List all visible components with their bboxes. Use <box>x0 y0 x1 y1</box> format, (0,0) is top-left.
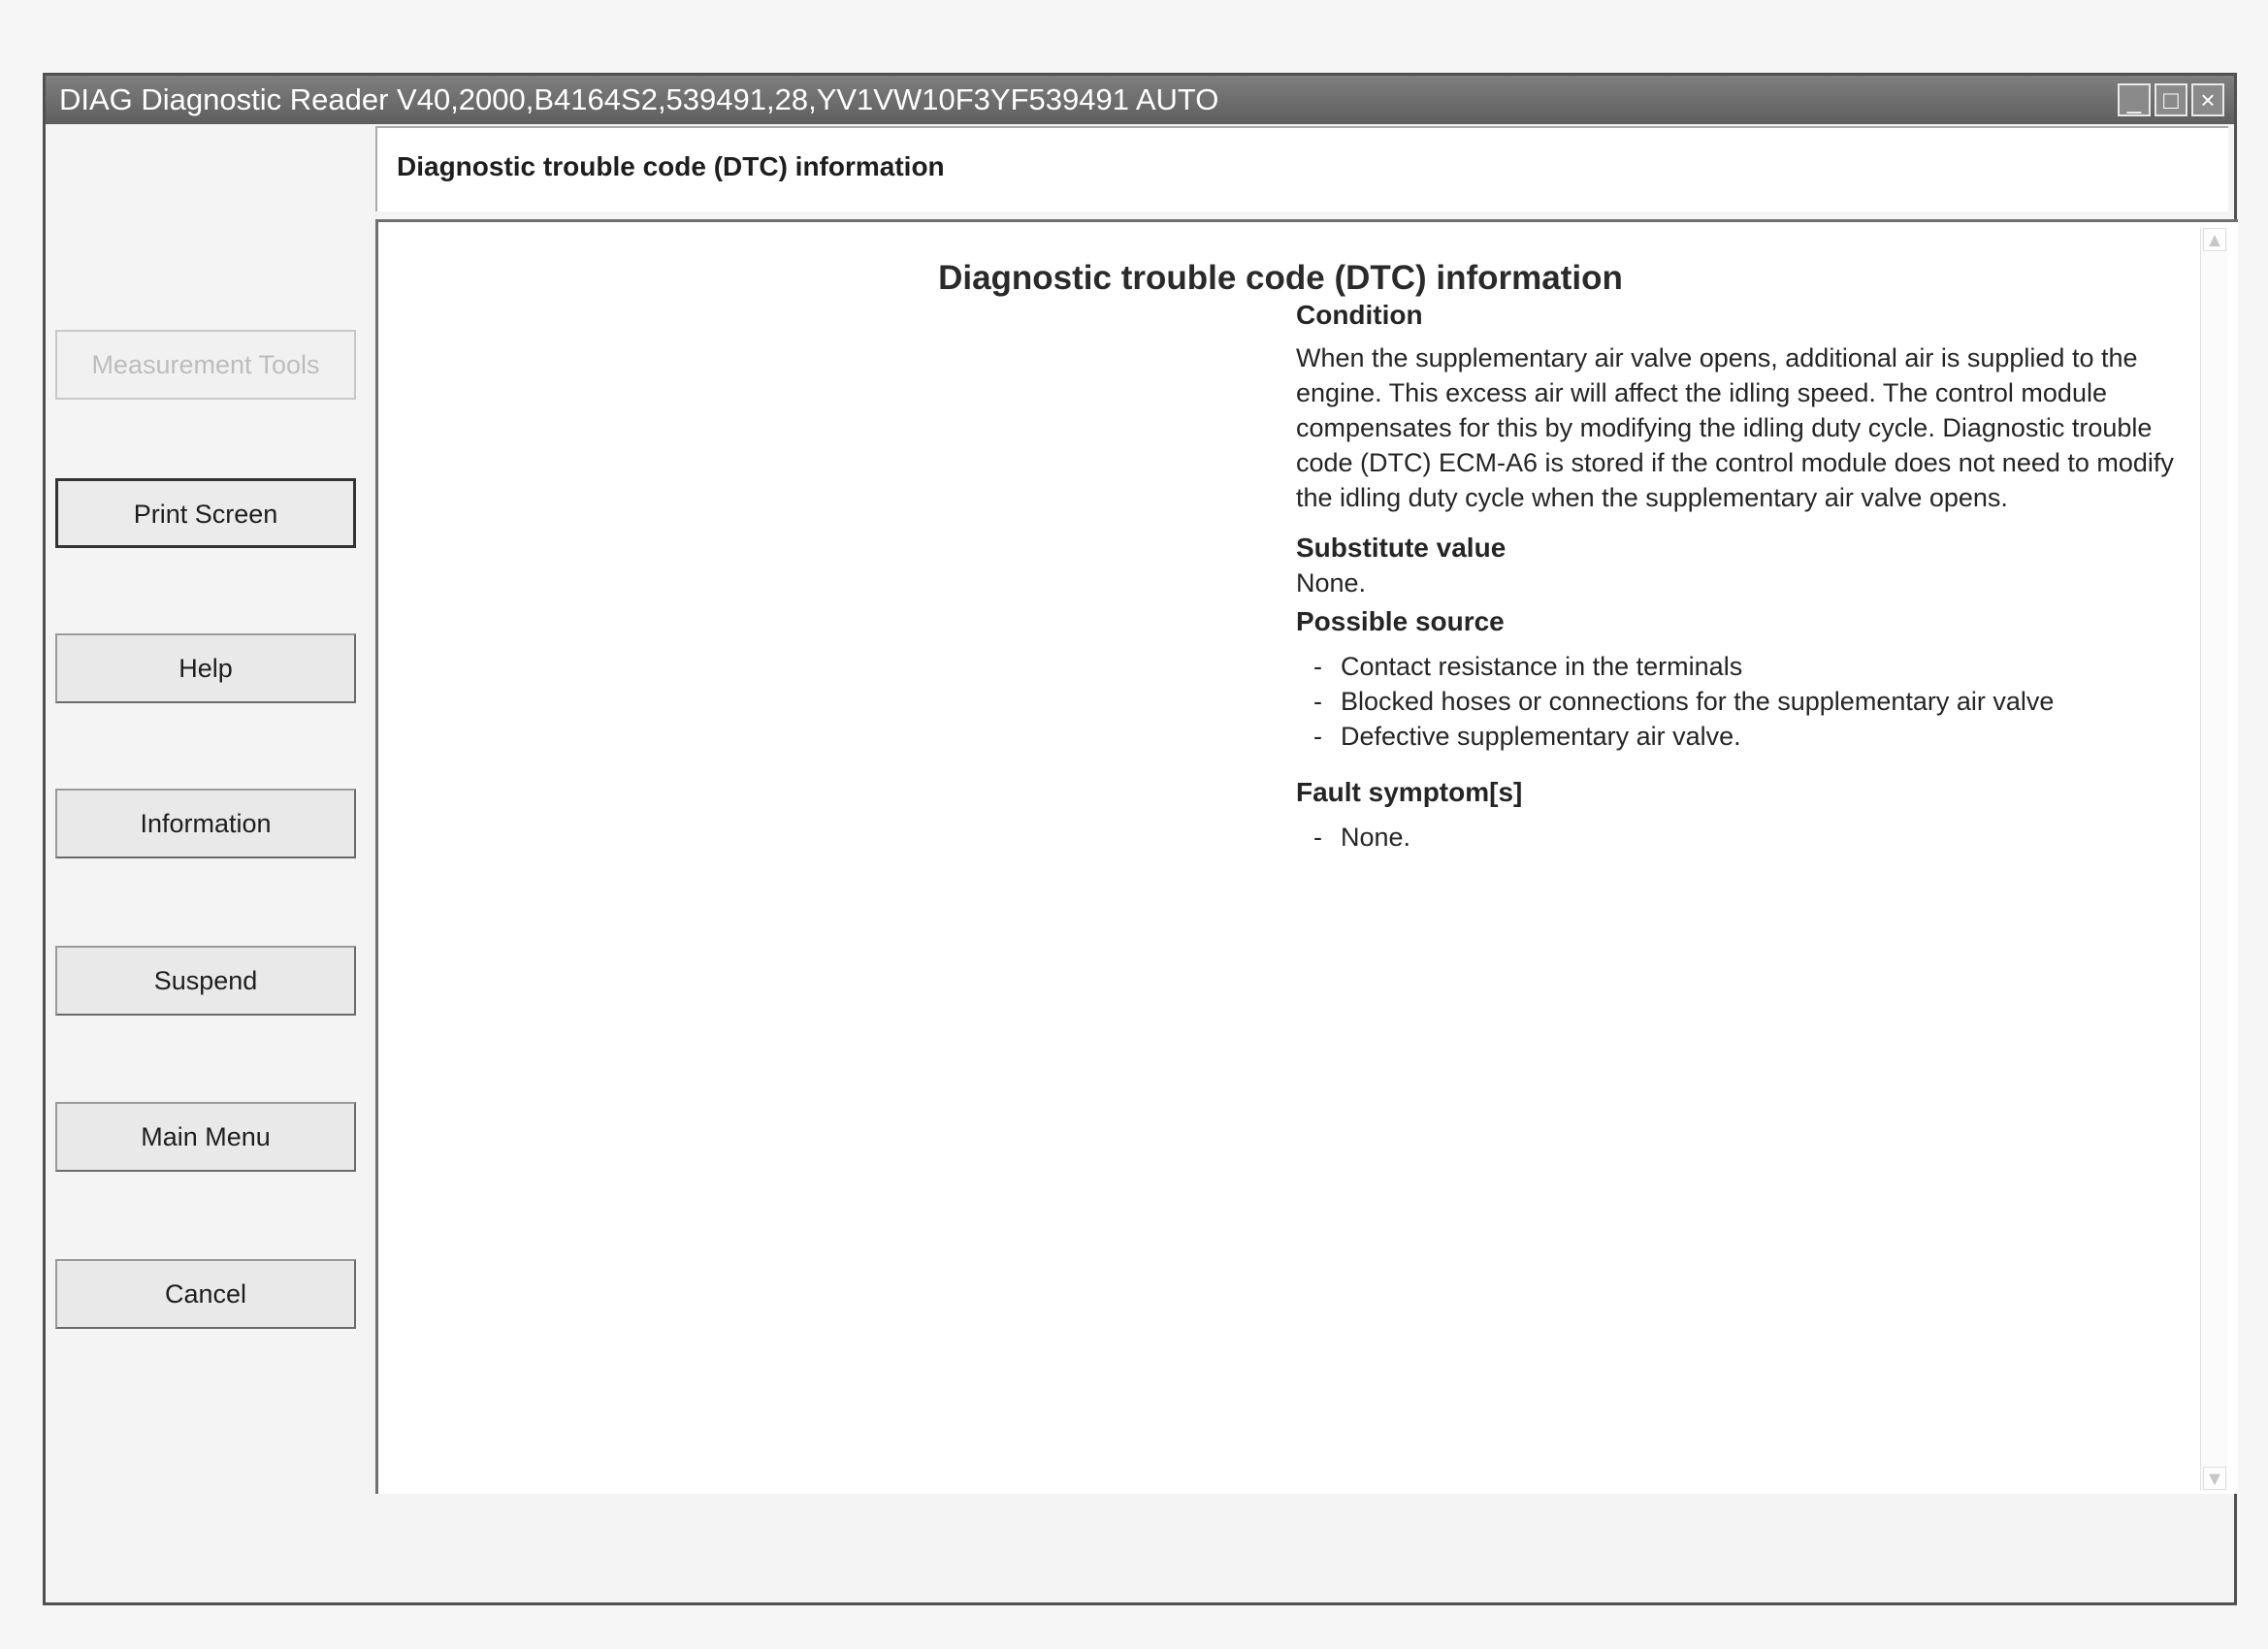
scroll-down-icon[interactable]: ▼ <box>2203 1467 2226 1490</box>
window-controls <box>2118 83 2224 116</box>
header-panel <box>375 126 2228 211</box>
header-title: Diagnostic trouble code (DTC) information <box>397 151 945 181</box>
main-menu-button[interactable]: Main Menu <box>55 1102 356 1172</box>
dtc-text-column <box>1296 300 2188 878</box>
maximize-button[interactable]: □ <box>2155 83 2187 116</box>
list-item: - None. <box>1313 820 2188 855</box>
minimize-button[interactable]: _ <box>2118 83 2151 116</box>
information-button[interactable]: Information <box>55 789 356 858</box>
title-bar[interactable] <box>46 76 2234 124</box>
source-heading: Possible source <box>1296 606 1505 636</box>
list-item: - Blocked hoses or connections for the supplementary air valve <box>1313 684 2188 719</box>
symptom-heading: Fault symptom[s] <box>1296 777 1523 807</box>
scroll-up-icon[interactable]: ▲ <box>2203 228 2226 251</box>
substitute-text: None. <box>1296 568 1367 598</box>
print-screen-button[interactable]: Print Screen <box>55 478 356 548</box>
symptom-list <box>1296 820 2188 855</box>
list-item: - Defective supplementary air valve. <box>1313 719 2188 754</box>
measurement-tools-button[interactable]: Measurement Tools <box>55 330 356 400</box>
content-title: Diagnostic trouble code (DTC) information <box>938 259 1623 297</box>
suspend-button[interactable]: Suspend <box>55 946 356 1016</box>
content-panel <box>375 219 2238 1494</box>
window-title: DIAG Diagnostic Reader V40,2000,B4164S2,539491,28,YV1VW10F3YF539491 AUTO <box>59 82 1219 116</box>
condition-heading: Condition <box>1296 300 1423 330</box>
condition-text: When the supplementary air valve opens, additional air is supplied to the engine. This excess air will affect the idling speed. The control module compensates for this by modifying the idling duty cycle. Diagnostic trouble code (DTC) ECM-A6 is stored if the control module does not need to modify the idling duty cycle when the supplementary air valve opens. <box>1296 343 2174 512</box>
source-list <box>1296 649 2188 754</box>
list-item: - Contact resistance in the terminals <box>1313 649 2188 684</box>
close-button[interactable]: × <box>2191 83 2224 116</box>
app-window <box>43 73 2237 1605</box>
cancel-button[interactable]: Cancel <box>55 1259 356 1329</box>
sidebar <box>55 124 366 1602</box>
vertical-scrollbar[interactable] <box>2200 228 2228 1490</box>
substitute-heading: Substitute value <box>1296 533 1507 563</box>
help-button[interactable]: Help <box>55 633 356 703</box>
